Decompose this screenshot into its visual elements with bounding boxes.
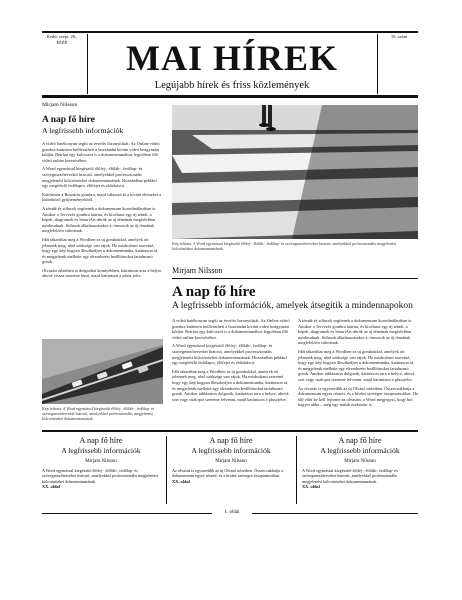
left-story-paragraph: A Word egymással kiegészítő élőfej-, élőláb-, fedőlap- és szövegmezőterveket biztosít, amelyekkel professzionális megjelenést kölcsönözhet dokumentumának. Hozzáadhat például egy megfelelő fedőlapot, élőfejet és oldalsávot. [42, 166, 157, 189]
masthead-bottom-rule [42, 95, 418, 98]
bottom-story-text: A Word egymással kiegészítő élőfej-, élőláb-, fedőlap- és szövegmezőterveket biztosít, amelyekkel professzionális megjelenést kölcsönözhet dokumentumának. [302, 468, 398, 484]
bottom-story-headline: A nap fő híre [79, 436, 123, 445]
aerial-road-image [42, 339, 163, 404]
bottom-column-divider [166, 436, 167, 504]
bottom-story-3 [302, 436, 418, 490]
bottom-story-subheadline: A legfrissebb információk [61, 446, 141, 455]
left-story-paragraph: A videó hatékonyan segíti az érvelés bizonyítását. Az Online videó gombra kattintva beillesztheti a hozzáadni kívánt videó beágyazási kódját. Beírhat egy kulcsszót is a dokumentumához legjobban illő videó online kereséséhez. [42, 141, 160, 163]
bottom-story-subheadline: A legfrissebb információk [191, 446, 271, 455]
main-story-headline: A nap fő híre [172, 284, 256, 300]
main-story-paragraph: A videó hatékonyan segíti az érvelés bizonyítását. Az Online videó gombra kattintva beillesztheti a hozzáadni kívánt videó beágyazási kódját. Beírhat egy kulcsszót is a dokumentumához legjobban illő videó online kereséséhez. [172, 318, 290, 340]
bottom-story-page-ref: XX. oldal [172, 478, 190, 484]
left-story-paragraph: Olvasási nézetben is dolgozhat könnyebben, kattintson arra a helyre, ahová vissza szeretne térni, majd kattintson a plusz jelre. [42, 267, 163, 279]
main-story-paragraph: A Word egymással kiegészítő élőfej-, élőláb-, fedőlap- és szövegmezőterveket biztosít, amelyekkel professzionális megjelenést kölcsönözhet dokumentumának. Hozzáadhat például egy megfelelő fedőlapot, élőfejet és oldalsávot. [172, 343, 287, 366]
main-story-photo [172, 105, 418, 239]
masthead-title: MAI HÍREK [125, 38, 338, 78]
bottom-story-page-ref: XX. oldal [302, 484, 320, 490]
left-story-byline: Mirjam Nilsson [42, 102, 78, 108]
date-box-divider [87, 34, 88, 94]
bottom-story-byline: Mirjam Nilsson [215, 459, 247, 464]
bottom-story-1 [42, 436, 160, 490]
main-story-paragraph: Az olvasás is egyszerűbb az új Olvasó nézetben. Összecsukhatja a dokumentum egyes részeit, és a kívánt szövegre összpontosíthat. Ha idő előtt be kell fejeznie az olvasást, a Word megjegyzi, hogy hol hagyta abba – még egy másik eszközön is. [298, 385, 418, 408]
issue-number: 10. szám [390, 34, 408, 39]
left-story-subheadline: A legfrissebb információk [42, 126, 124, 135]
bottom-story-byline: Mirjam Nilsson [85, 459, 117, 464]
issue-date: Kedd, szept. 20., ÉÉÉÉ [46, 34, 78, 45]
main-photo-caption: Kép felirata. A Word egymással kiegészítő élőfej-, élőláb-, fedőlap- és szövegmezőterveket biztosít, amelyekkel professzionális megjelenést kölcsönözhet dokumentumának. [172, 241, 397, 251]
left-story-paragraph: A témák és stílusok segítenek a dokumentum koordinálásában is. Amikor a Tervezés gombra kattint, és kiválaszt egy új témát, a képek, diagramok és SmartArt-ábrák az új témának megfelelően módosulnak. Stílusok alkalmazásakor a címsorok az új témának megfelelően változnak. [42, 205, 157, 234]
main-story-paragraph: Időt takaríthat meg a Wordben az új gombokkal, amelyek ott jelennek meg, ahol szüksége van rájuk. Ha módosítani szeretné, hogy egy kép hogyan illeszkedjen a dokumentumba, kattintson rá, és megjelenik mellette egy elrendezési beállításokat tartalmazó gomb. Amikor táblázaton dolgozik, kattintson arra a helyre, ahová sort vagy oszlopot szeretne felvenni, majd kattintson a pluszjelre. [298, 348, 415, 382]
main-story-paragraph: Időt takaríthat meg a Wordben az új gombokkal, amelyek ott jelennek meg, ahol szüksége van rájuk. Ha módosítani szeretné, hogy egy kép hogyan illeszkedjen a dokumentumba, kattintson rá, és megjelenik mellette egy elrendezési beállításokat tartalmazó gomb. Amikor táblázaton dolgozik, kattintson arra a helyre, ahová sort vagy oszlopot szeretne felvenni, majd kattintson a pluszjelre. [172, 368, 289, 402]
bottom-story-headline: A nap fő híre [209, 436, 253, 445]
left-story-headline: A nap fő híre [42, 115, 95, 125]
page-number: 1. oldal [212, 509, 252, 517]
main-story-rule [172, 278, 418, 279]
main-story-paragraph: A témák és stílusok segítenek a dokumentum koordinálásában is. Amikor a Tervezés gombra kattint, és kiválaszt egy új témát, a képek, diagramok és SmartArt-ábrák az új témának megfelelően módosulnak. Stílusok alkalmazásakor a címsorok az új témának megfelelően változnak. [298, 318, 413, 346]
masthead-subtitle: Legújabb hírek és friss közlemények [154, 80, 310, 91]
bottom-section-rule [42, 430, 418, 432]
bottom-story-2 [172, 436, 290, 484]
left-story-paragraph: Kattintson a Beszúrás gombra, majd válassza ki a kívánt elemeket a különböző gyűjteményekből. [42, 191, 162, 203]
main-story-column-2 [298, 318, 418, 411]
bottom-story-byline: Mirjam Nilsson [344, 459, 376, 464]
left-story-body [42, 141, 163, 279]
bottom-story-text: A Word egymással kiegészítő élőfej-, élőláb-, fedőlap- és szövegmezőterveket biztosít, amelyekkel professzionális megjelenést kölcsönözhet dokumentumának. [42, 468, 159, 484]
left-story-paragraph: Időt takaríthat meg a Wordben az új gombokkal, amelyek ott jelennek meg, ahol szüksége van rájuk. Ha módosítani szeretné, hogy egy kép hogyan illeszkedjen a dokumentumba, kattintson rá, és megjelenik mellette egy elrendezési beállításokat tartalmazó gomb. [42, 236, 159, 265]
left-story [42, 102, 163, 282]
issue-box-divider [377, 34, 378, 94]
left-photo-caption: Kép felirata. A Word egymással kiegészítő élőfej-, élőláb-, fedőlap- és szövegmezőterveket biztosít, amelyekkel professzionális megjelenést kölcsönözhet dokumentumának. [42, 406, 155, 421]
main-story-byline: Mirjam Nilsson [172, 266, 223, 275]
bottom-story-page-ref: XX. oldal [42, 484, 60, 490]
bottom-story-headline: A nap fő híre [338, 436, 382, 445]
bottom-column-divider [296, 436, 297, 504]
left-story-photo [42, 339, 163, 404]
main-story-subheadline: A legfrissebb információk, amelyek átsegítik a mindennapokon [172, 301, 413, 311]
bottom-story-text: Az olvasás is egyszerűbb az új Olvasó nézetben. Összecsukhatja a dokumentum egyes részeit, és a kívánt szövegre összpontosíthat. [172, 468, 283, 479]
main-story-column-1 [172, 318, 292, 405]
bottom-story-subheadline: A legfrissebb információk [320, 446, 400, 455]
crosswalk-image [172, 105, 418, 239]
masthead-top-rule [42, 31, 418, 33]
